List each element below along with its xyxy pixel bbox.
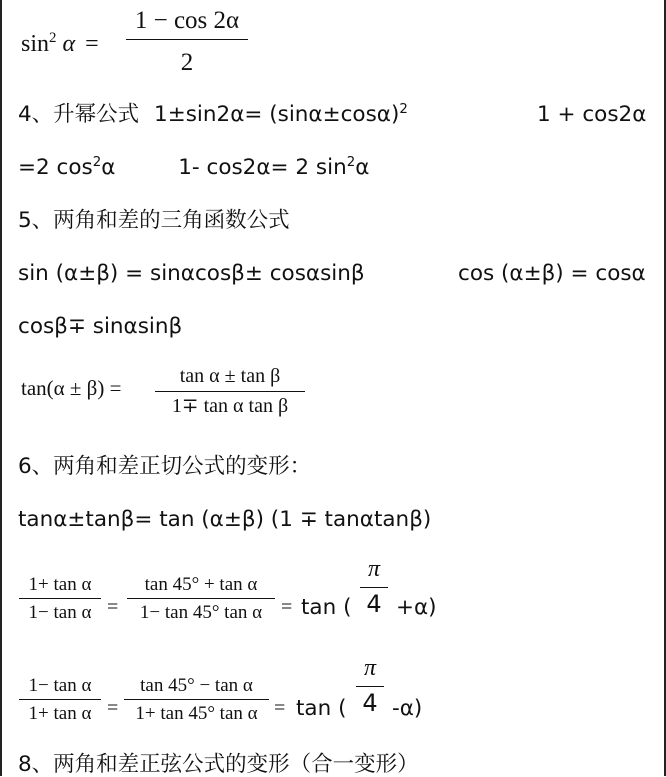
fraction-cos-half [126, 8, 248, 75]
section4-heading: 4、升幂公式 [18, 102, 140, 127]
formula-sin-squared-lhs: $\sin^2 \alpha$ = [21, 30, 99, 57]
r1-equals-1: = [107, 596, 119, 618]
fraction-denominator: 2 [180, 49, 194, 76]
section5-cos-formula-a: cos (α±β) = cosα [458, 261, 646, 286]
section5-cos-formula-b: cosβ∓ sinαsinβ [18, 314, 183, 339]
section5-heading: 5、两角和差的三角函数公式 [18, 208, 290, 233]
r2-tan-open: tan ( [296, 696, 347, 721]
section5-tan-fraction: tan α ± tan β 1∓ tan α tan β [155, 366, 305, 416]
r2-fraction-1: 1− tan α 1+ tan α [19, 676, 101, 723]
r1-tan-open: tan ( [301, 595, 352, 620]
r2-pi-over-4: π 4 [354, 656, 386, 715]
r1-equals-2: = [281, 596, 293, 618]
section4-line2: =2 $\cos^2\alpha$ 1- cos2α= 2 $\sin^2\alpha$ [18, 155, 370, 180]
r2-equals-1: = [107, 697, 119, 719]
section4-formula-cos: 1 + cos2α [537, 102, 647, 127]
section5-tan-lhs: tan(α ± β) = [21, 376, 122, 400]
fraction-numerator: 1 − cos 2α [134, 7, 240, 34]
r2-tan-close: -α) [392, 696, 423, 721]
r1-tan-close: +α) [396, 595, 437, 620]
section6-formula1: tanα±tanβ= tan (α±β) (1 ∓ tanαtanβ) [18, 507, 432, 532]
r1-fraction-1: 1+ tan α 1− tan α [19, 575, 101, 622]
r2-equals-2: = [274, 697, 286, 719]
r1-fraction-2: tan 45° + tan α 1− tan 45° tan α [127, 575, 275, 622]
section6-heading: 6、两角和差正切公式的变形： [18, 454, 312, 479]
section8-heading: 8、两角和差正弦公式的变形（合一变形） [18, 752, 419, 777]
r2-fraction-2: tan 45° − tan α 1+ tan 45° tan α [124, 676, 269, 723]
section4-line1: 4、升幂公式 $1\pm\sin 2\alpha= (\sin\alpha\pm\cos\alpha)^2$ [18, 102, 408, 127]
r1-pi-over-4: π 4 [358, 557, 390, 616]
left-border [0, 0, 2, 776]
section5-sin-formula: sin (α±β) = sinαcosβ± cosαsinβ [18, 261, 365, 286]
